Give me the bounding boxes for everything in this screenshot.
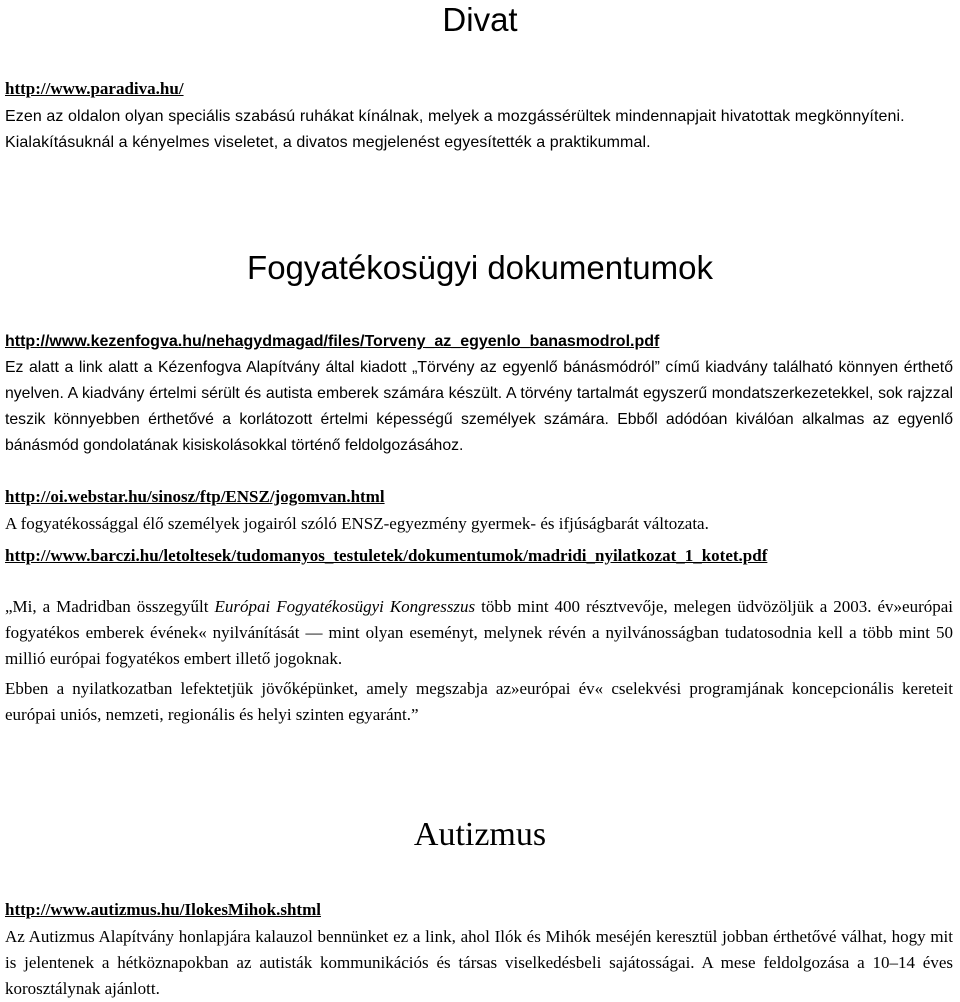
link-webstar[interactable]: http://oi.webstar.hu/sinosz/ftp/ENSZ/jogomvan.html	[5, 487, 385, 506]
madridi-text-before: „Mi, a Madridban összegyűlt	[5, 597, 215, 616]
heading-divat: Divat	[442, 1, 518, 38]
paragraph-divat: Ezen az oldalon olyan speciális szabású ruhákat kínálnak, melyek a mozgássérültek mindennapjait hivatottak megkönnyíteni. Kialakításuknál a kényelmes viseletet, a divatos megjelenést egyesítették a praktikummal.	[5, 108, 905, 151]
link-autizmus[interactable]: http://www.autizmus.hu/IlokesMihok.shtml	[5, 900, 321, 919]
heading-fogyatekosugyi: Fogyatékosügyi dokumentumok	[247, 249, 713, 286]
paragraph-madridi	[5, 594, 953, 672]
paragraph-kezenfogva: Ez alatt a link alatt a Kézenfogva Alapítvány által kiadott „Törvény az egyenlő bánásmódról” című kiadvány található könnyen érthető nyelven. A kiadvány értelmi sérült és autista emberek számára készült. A törvény tartalmát egyszerű mondatszerkezetekkel, sok rajzzal teszik könnyebben érthetővé a korlátozott értelmi képességű személyek számára. Ebből adódóan kiválóan alkalmas az egyenlő bánásmód gondolatának kisiskolásokkal történő feldolgozásához.	[5, 359, 953, 454]
link-paradiva[interactable]: http://www.paradiva.hu/	[5, 79, 184, 98]
paragraph-nyilatkozat: Ebben a nyilatkozatban lefektetjük jövőképünket, amely megszabja az»európai év« cselekvési programjának koncepcionális kereteit európai uniós, nemzeti, regionális és helyi szinten egyaránt.”	[5, 679, 953, 724]
madridi-text-after: több mint 400 résztvevője, melegen üdvözöljük a 2003. év»európai fogyatékos emberek évének« nyilvánítását — mint olyan eseményt, melynek révén a nyilvánosságban tudatosodnia kell a több mint 50 millió európai fogyatékos embert illető jogoknak.	[5, 597, 954, 668]
madridi-text-italic: Európai Fogyatékosügyi Kongresszus	[214, 597, 476, 616]
paragraph-autizmus: Az Autizmus Alapítvány honlapjára kalauzol bennünket ez a link, ahol Ilók és Mihók meséjén keresztül jobban érthetővé válhat, hogy mit is jelentenek a hétköznapokban az autisták kommunikációs és társas viselkedésbeli sajátosságai. A mese feldolgozása a 10–14 éves korosztálynak ajánlott.	[5, 927, 953, 998]
heading-autizmus: Autizmus	[413, 816, 547, 853]
paragraph-webstar: A fogyatékossággal élő személyek jogairól szóló ENSZ-egyezmény gyermek- és ifjúságbarát változata.	[5, 514, 709, 533]
link-barczi[interactable]: http://www.barczi.hu/letoltesek/tudomanyos_testuletek/dokumentumok/madridi_nyilatkozat_1_kotet.pdf	[5, 546, 768, 565]
link-kezenfogva[interactable]: http://www.kezenfogva.hu/nehagydmagad/files/Torveny_az_egyenlo_banasmodrol.pdf	[5, 333, 660, 350]
